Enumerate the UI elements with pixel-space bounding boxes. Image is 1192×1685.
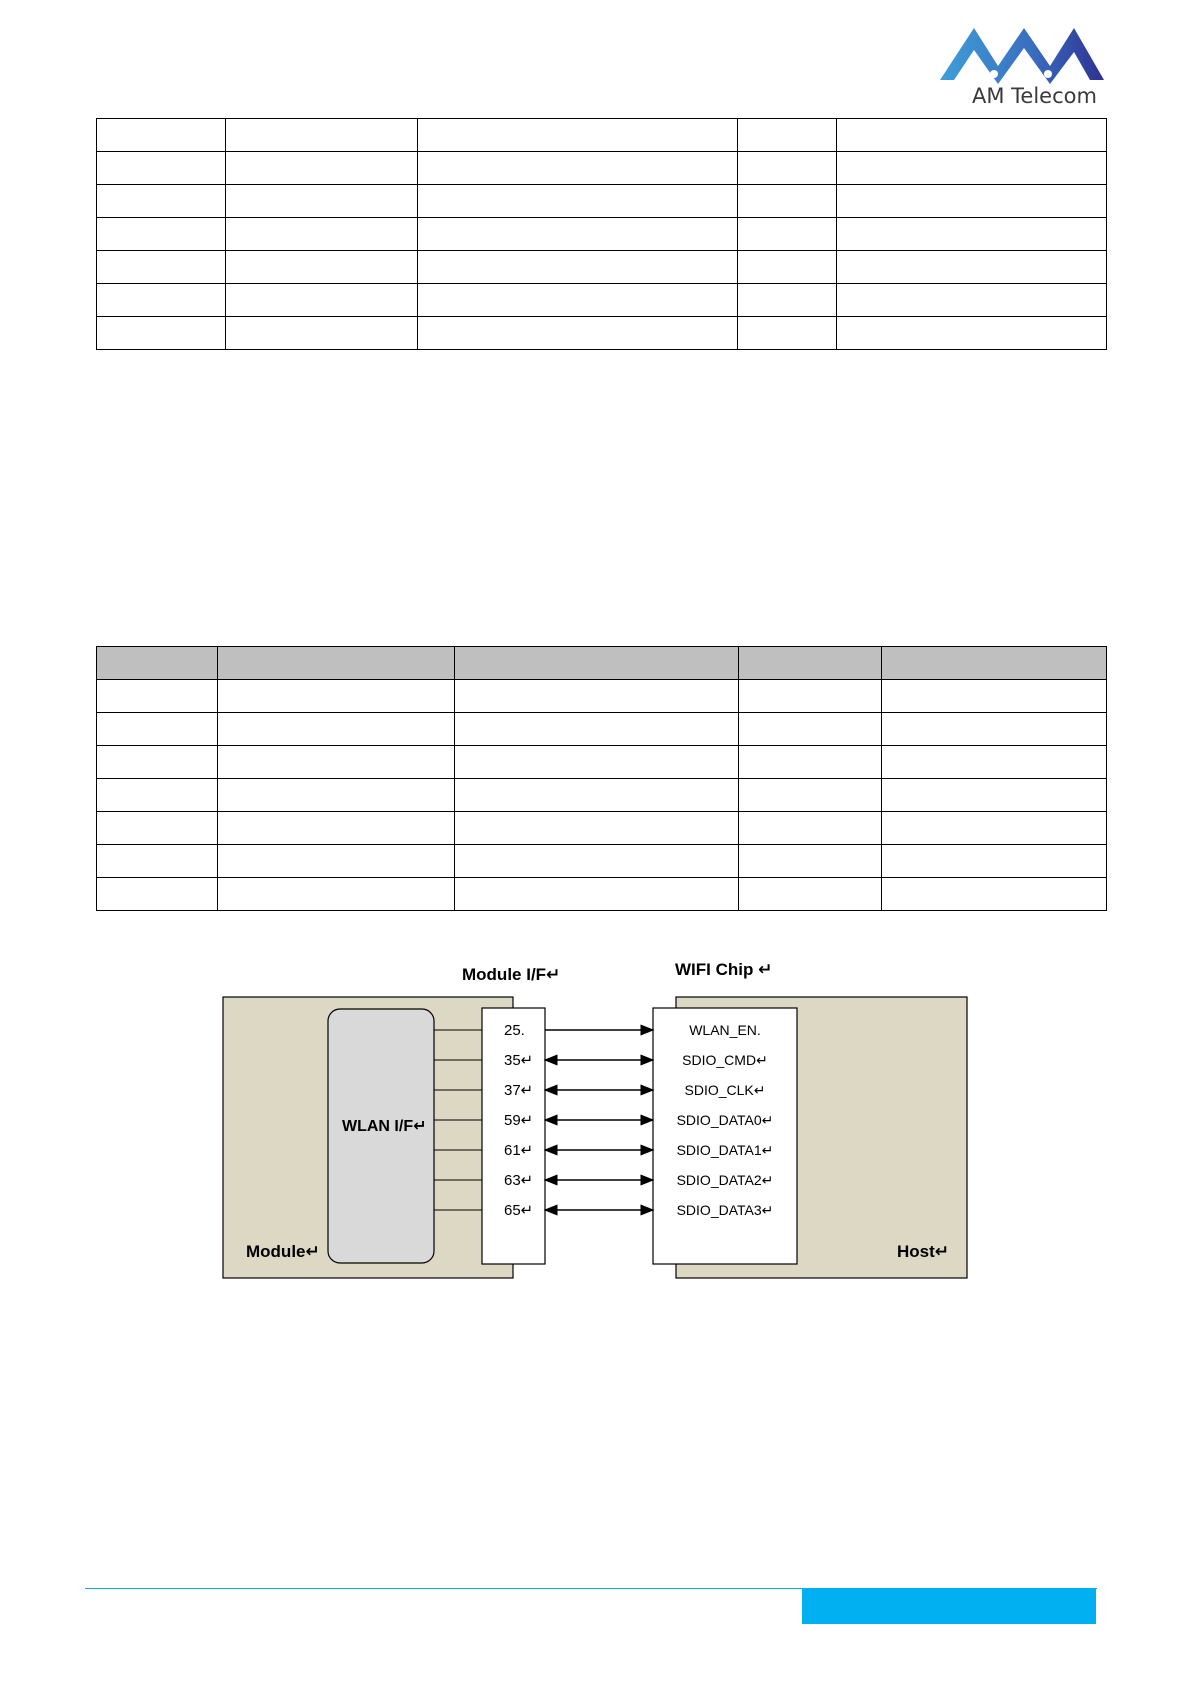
table-1-cell <box>837 185 1107 218</box>
signal-name: SDIO_DATA0↵ <box>676 1112 774 1128</box>
pin-number: 37↵ <box>504 1082 534 1099</box>
table-1-cell <box>226 317 418 350</box>
table-1-row <box>97 251 1107 284</box>
table-2-cell <box>739 878 882 911</box>
table-1-cell <box>738 284 837 317</box>
table-2-cell <box>97 746 218 779</box>
table-1-cell <box>97 218 226 251</box>
logo-text: AM Telecom <box>972 84 1097 108</box>
table-1-row <box>97 185 1107 218</box>
table-1-cell <box>97 317 226 350</box>
table-2-cell <box>455 779 739 812</box>
table-2-cell <box>882 680 1107 713</box>
table-2-cell <box>218 680 455 713</box>
table-1-cell <box>97 284 226 317</box>
table-1-row <box>97 152 1107 185</box>
signal-name: SDIO_CLK↵ <box>684 1082 766 1098</box>
table-2-row <box>97 812 1107 845</box>
pin-number: 59↵ <box>504 1112 534 1129</box>
table-1-cell <box>837 317 1107 350</box>
table-1-cell <box>738 119 837 152</box>
table-2-row <box>97 845 1107 878</box>
table-1-cell <box>418 152 738 185</box>
table-1-row <box>97 317 1107 350</box>
table-2-cell <box>739 713 882 746</box>
table-1-cell <box>226 119 418 152</box>
table-1-cell <box>418 284 738 317</box>
table-1-cell <box>837 251 1107 284</box>
table-1-cell <box>97 185 226 218</box>
table-2-cell <box>455 845 739 878</box>
table-1-cell <box>97 251 226 284</box>
signal-name: WLAN_EN. <box>689 1022 761 1038</box>
footer-bar <box>802 1588 1096 1624</box>
table-2-cell <box>218 779 455 812</box>
signal-name: SDIO_DATA1↵ <box>676 1142 774 1158</box>
table-1-cell <box>738 152 837 185</box>
table-2-cell <box>218 878 455 911</box>
table-2-cell <box>882 845 1107 878</box>
table-1-cell <box>418 251 738 284</box>
table-2-cell <box>739 779 882 812</box>
table-2 <box>96 646 1107 911</box>
table-1-row <box>97 119 1107 152</box>
module-if-pin-box <box>482 1008 545 1264</box>
table-1-body <box>97 119 1107 350</box>
table-2-cell <box>218 812 455 845</box>
table-2-row <box>97 878 1107 911</box>
table-1-cell <box>226 251 418 284</box>
signal-name: SDIO_DATA3↵ <box>676 1202 774 1218</box>
table-2-header-row <box>97 647 1107 680</box>
pin-number: 35↵ <box>504 1052 534 1069</box>
table-1-cell <box>418 185 738 218</box>
table-2-cell <box>739 746 882 779</box>
table-2-cell <box>739 845 882 878</box>
company-logo <box>938 22 1108 112</box>
table-2-cell <box>882 878 1107 911</box>
table-2-cell <box>455 746 739 779</box>
table-1-cell <box>837 284 1107 317</box>
table-2-cell <box>218 713 455 746</box>
table-1-cell <box>226 152 418 185</box>
wifi-chip-title: WIFI Chip ↵ <box>675 960 773 979</box>
table-2-cell <box>97 878 218 911</box>
table-2-cell <box>97 680 218 713</box>
table-2-cell <box>455 713 739 746</box>
table-2-body <box>97 680 1107 911</box>
table-2-cell <box>455 812 739 845</box>
module-label: Module↵ <box>246 1242 320 1261</box>
table-2-row <box>97 779 1107 812</box>
table-1-cell <box>738 251 837 284</box>
module-if-title: Module I/F↵ <box>462 965 561 984</box>
sdio-interface-diagram <box>222 960 972 1280</box>
table-1-cell <box>837 152 1107 185</box>
table-1 <box>96 118 1107 350</box>
table-1-cell <box>837 119 1107 152</box>
table-2-cell <box>455 680 739 713</box>
table-2-cell <box>97 713 218 746</box>
table-2-row <box>97 680 1107 713</box>
table-2-cell <box>882 746 1107 779</box>
table-2-cell <box>882 779 1107 812</box>
pin-number: 65↵ <box>504 1202 534 1219</box>
table-2-header-cell <box>739 647 882 680</box>
table-1-row <box>97 218 1107 251</box>
table-2-row <box>97 713 1107 746</box>
table-1-cell <box>738 185 837 218</box>
table-1-cell <box>418 218 738 251</box>
table-2-header-cell <box>882 647 1107 680</box>
table-1-cell <box>418 317 738 350</box>
pin-number: 61↵ <box>504 1142 534 1159</box>
wifi-chip-box <box>653 1008 797 1264</box>
signal-name: SDIO_DATA2↵ <box>676 1172 774 1188</box>
host-label: Host↵ <box>897 1242 950 1261</box>
table-1-cell <box>226 218 418 251</box>
table-2-header-cell <box>455 647 739 680</box>
logo-mark-icon <box>938 22 1108 84</box>
table-1-cell <box>97 152 226 185</box>
pin-number: 25. <box>504 1022 525 1039</box>
table-2-cell <box>97 779 218 812</box>
table-1-cell <box>738 218 837 251</box>
table-2-cell <box>882 812 1107 845</box>
table-1-cell <box>226 284 418 317</box>
table-1-cell <box>97 119 226 152</box>
signal-name: SDIO_CMD↵ <box>682 1052 768 1068</box>
table-2-cell <box>218 746 455 779</box>
table-2-header-cell <box>218 647 455 680</box>
wlan-if-block <box>328 1009 434 1263</box>
table-2-header-cell <box>97 647 218 680</box>
table-1-cell <box>738 317 837 350</box>
table-2-cell <box>739 812 882 845</box>
table-2-cell <box>97 812 218 845</box>
table-2-header <box>97 647 1107 680</box>
table-1-cell <box>418 119 738 152</box>
table-2-cell <box>739 680 882 713</box>
wlan-if-label: WLAN I/F↵ <box>342 1118 427 1135</box>
table-2-cell <box>218 845 455 878</box>
table-2-cell <box>455 878 739 911</box>
pin-number: 63↵ <box>504 1172 534 1189</box>
table-1-cell <box>226 185 418 218</box>
table-2-cell <box>97 845 218 878</box>
table-1-row <box>97 284 1107 317</box>
table-1-cell <box>837 218 1107 251</box>
table-2-cell <box>882 713 1107 746</box>
table-2-row <box>97 746 1107 779</box>
